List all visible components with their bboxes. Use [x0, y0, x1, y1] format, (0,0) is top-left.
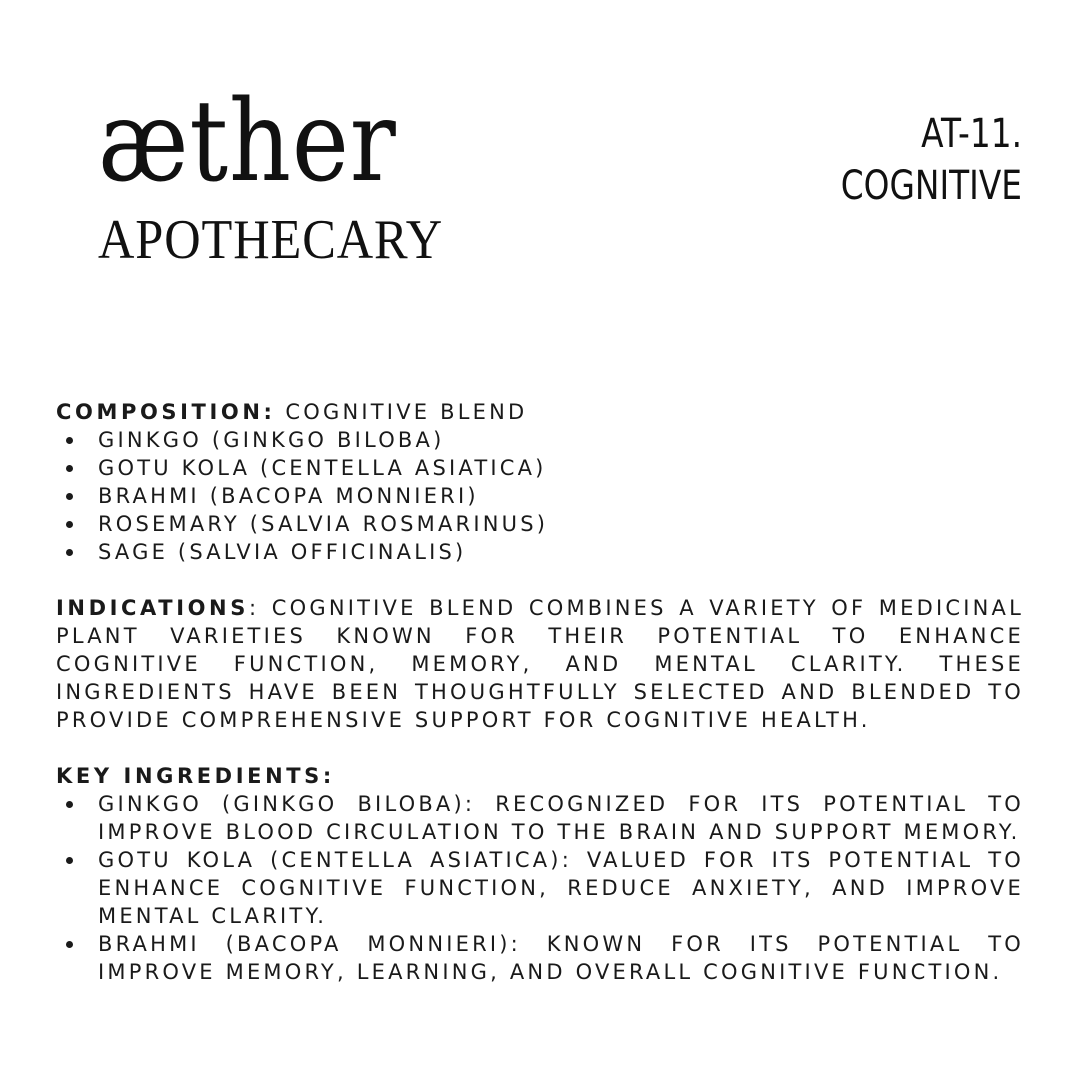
brand-subtitle: APOTHECARY: [98, 209, 444, 271]
brand-name: æther: [98, 77, 397, 207]
product-id: [801, 108, 1022, 212]
label-content: [56, 398, 1024, 986]
composition-section: [56, 398, 1024, 566]
list-item: BRAHMI (BACOPA MONNIERI): KNOWN FOR ITS POTENTIAL TO IMPROVE MEMORY, LEARNING, AND OVERALL COGNITIVE FUNCTION.: [56, 930, 1024, 986]
crop-edge: [0, 1040, 1080, 1080]
list-item: GINKGO (GINKGO BILOBA): RECOGNIZED FOR ITS POTENTIAL TO IMPROVE BLOOD CIRCULATION TO THE BRAIN AND SUPPORT MEMORY.: [56, 790, 1024, 846]
list-item: SAGE (SALVIA OFFICINALIS): [56, 538, 1024, 566]
composition-heading: [56, 398, 1024, 426]
indications-section: [56, 594, 1024, 734]
indications-text: : COGNITIVE BLEND COMBINES A VARIETY OF MEDICINAL PLANT VARIETIES KNOWN FOR THEIR POTENTIAL TO ENHANCE COGNITIVE FUNCTION, MEMORY, AND MENTAL CLARITY. THESE INGREDIENTS HAVE BEEN THOUGHTFULLY SELECTED AND BLENDED TO PROVIDE COMPREHENSIVE SUPPORT FOR COGNITIVE HEALTH.: [56, 596, 1024, 732]
list-item: GOTU KOLA (CENTELLA ASIATICA): VALUED FOR ITS POTENTIAL TO ENHANCE COGNITIVE FUNCTION, REDUCE ANXIETY, AND IMPROVE MENTAL CLARITY.: [56, 846, 1024, 930]
product-name: COGNITIVE: [840, 163, 1022, 209]
composition-value: COGNITIVE BLEND: [285, 400, 528, 424]
composition-list: [56, 426, 1024, 566]
indications-label: INDICATIONS: [56, 596, 249, 620]
composition-label: COMPOSITION:: [56, 400, 276, 424]
list-item: GINKGO (GINKGO BILOBA): [56, 426, 1024, 454]
key-ingredients-heading: [56, 762, 1024, 790]
product-code: AT-11.: [921, 111, 1022, 157]
list-item: GOTU KOLA (CENTELLA ASIATICA): [56, 454, 1024, 482]
key-ingredients-label: KEY INGREDIENTS:: [56, 764, 335, 788]
list-item: BRAHMI (BACOPA MONNIERI): [56, 482, 1024, 510]
key-ingredients-section: [56, 762, 1024, 986]
key-ingredients-list: [56, 790, 1024, 986]
list-item: ROSEMARY (SALVIA ROSMARINUS): [56, 510, 1024, 538]
brand-logo: [98, 77, 538, 271]
